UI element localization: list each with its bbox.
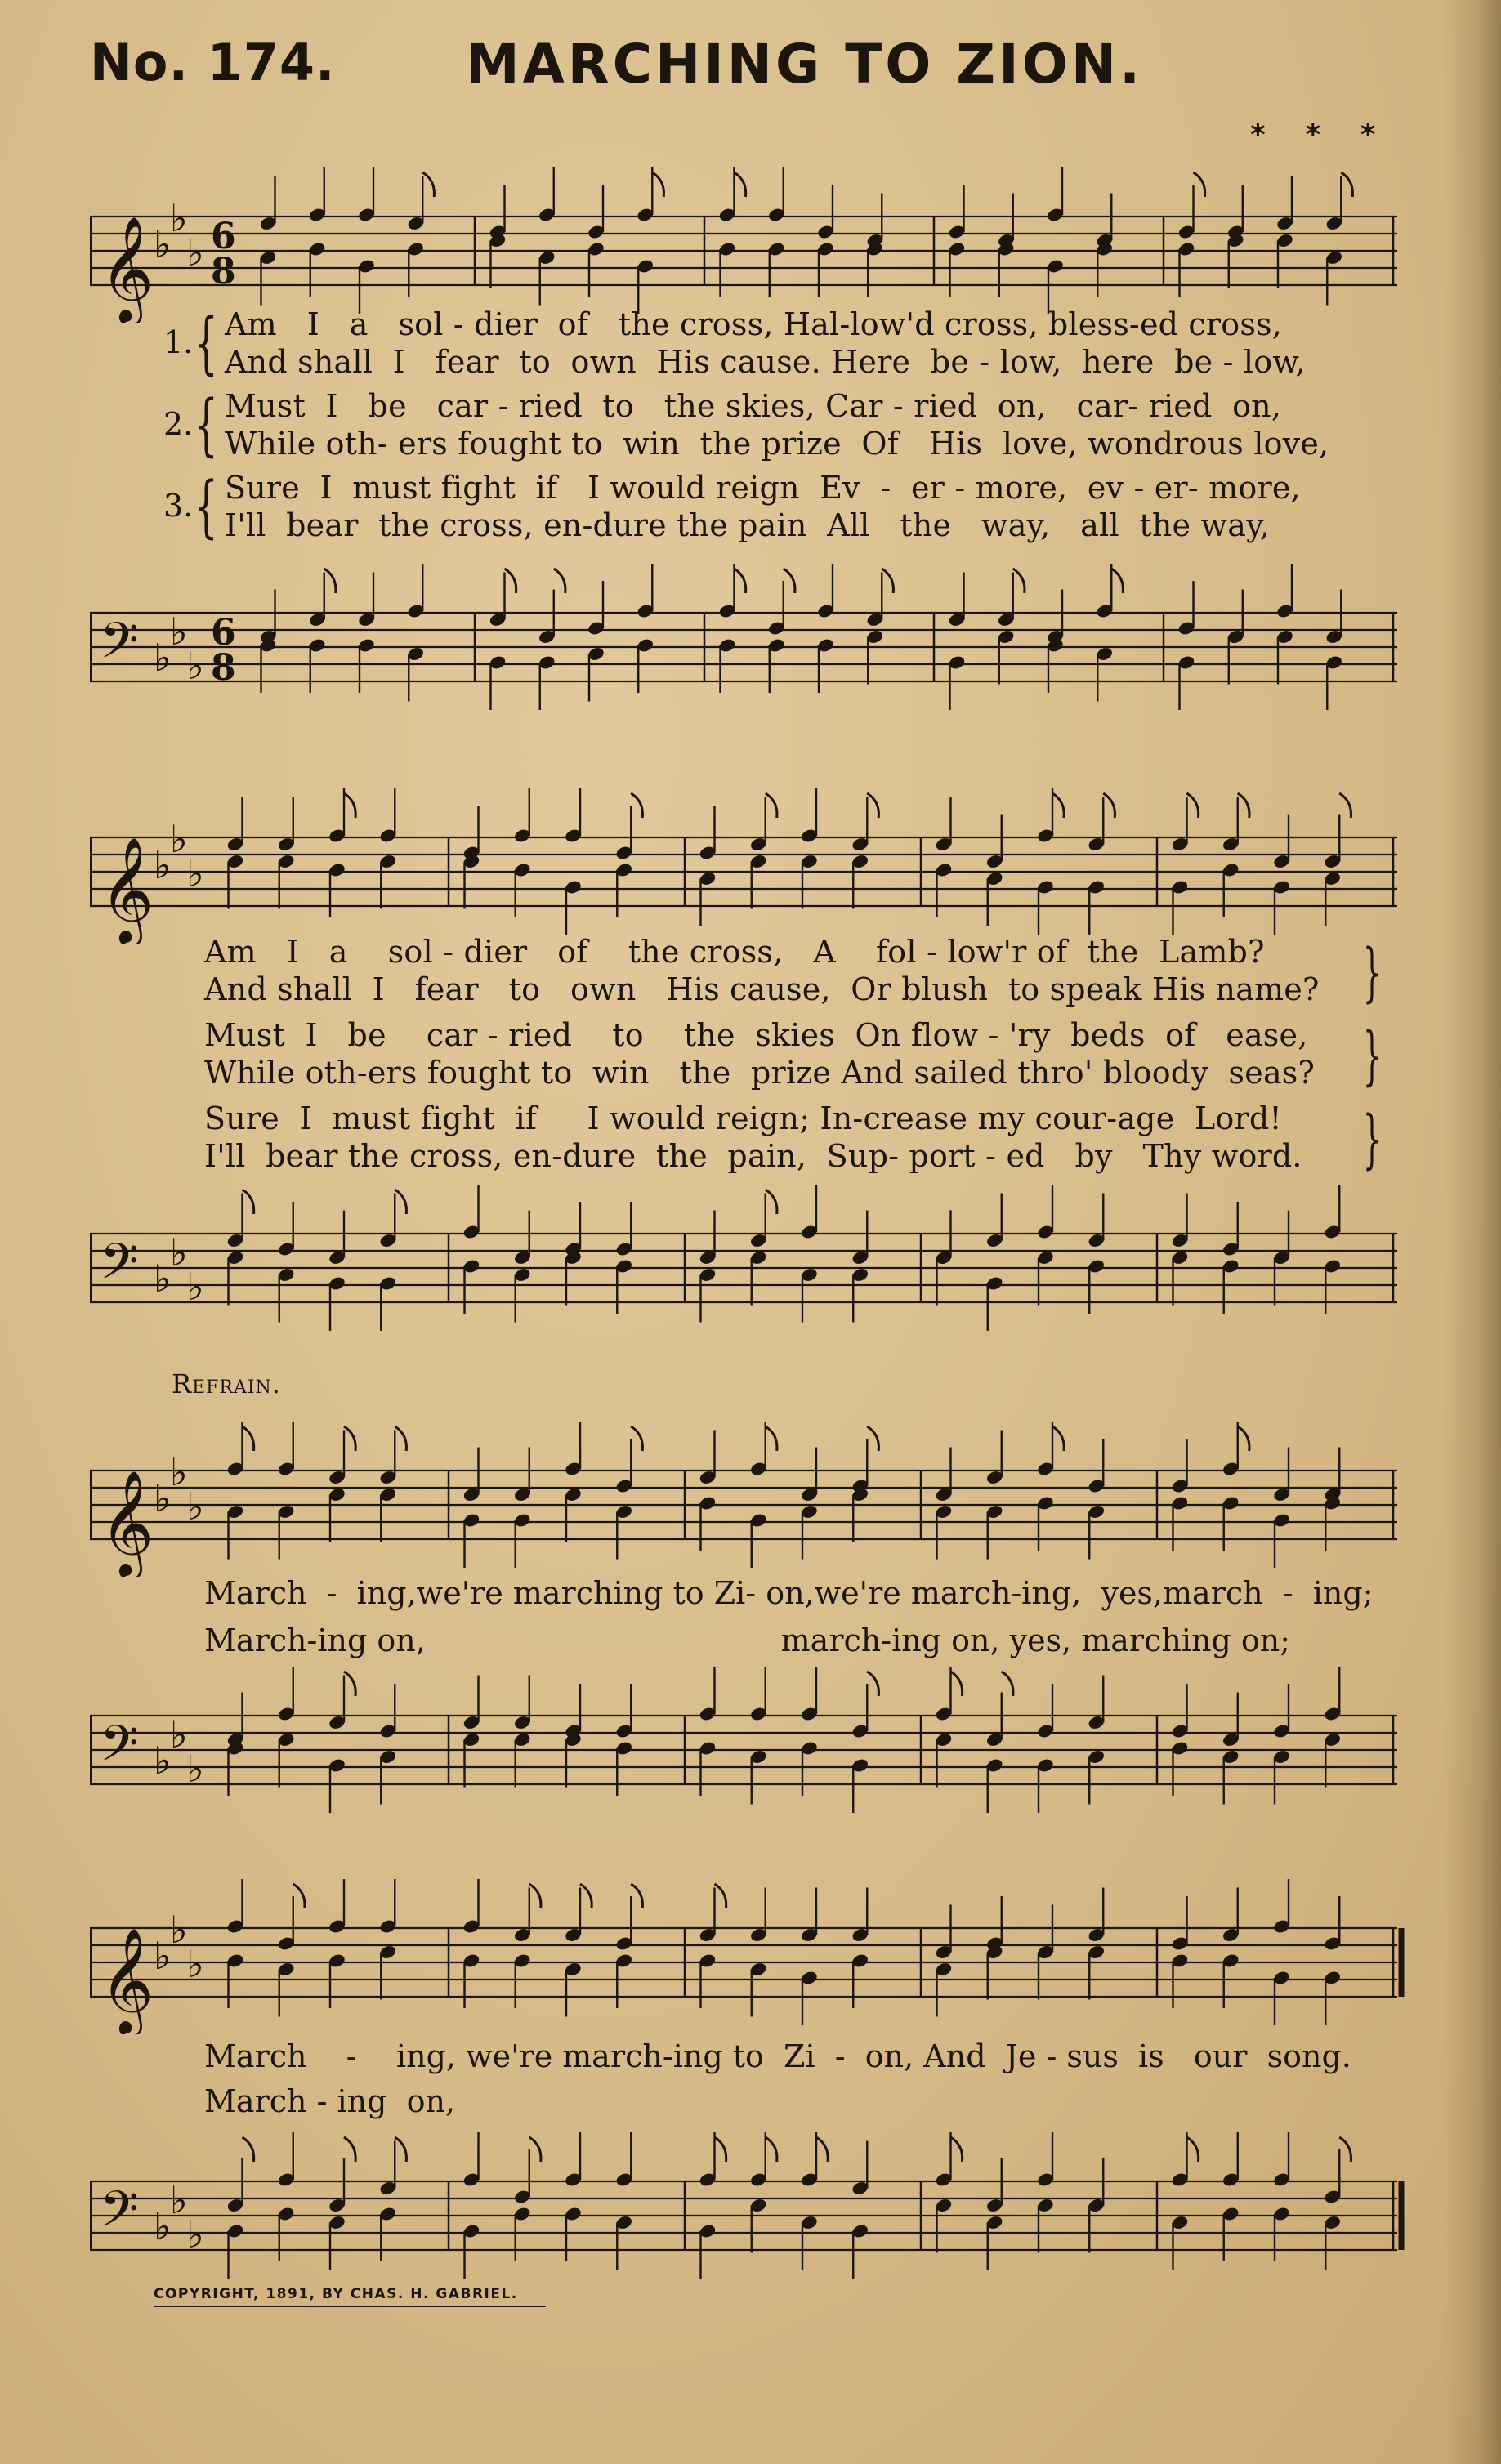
note-flag — [652, 172, 663, 197]
bass-staff-1 — [90, 556, 1414, 719]
note-flag — [715, 2137, 726, 2162]
note-flag — [529, 2137, 541, 2162]
note-flag — [395, 1190, 406, 1214]
time-signature-bottom: 8 — [211, 251, 236, 292]
note-flag — [1187, 2137, 1199, 2162]
note-flag — [1339, 2137, 1351, 2162]
flat-icon: ♭ — [170, 1908, 188, 1952]
note-flag — [816, 2137, 828, 2162]
note-flag — [344, 1426, 355, 1451]
copyright-underline — [154, 2306, 546, 2307]
bass-staff-3 — [90, 1658, 1414, 1822]
flat-icon: ♭ — [170, 2178, 188, 2222]
verse-1-cont — [90, 934, 1414, 1016]
note-flag — [867, 1672, 878, 1696]
note-flag — [867, 793, 878, 818]
refrain-lyric-bottom: March - ing on, — [204, 2083, 456, 2119]
lyric-brace: { — [194, 305, 218, 382]
note-flag — [867, 1426, 878, 1451]
music-system-3 — [90, 1413, 1414, 1822]
lyric-brace: { — [194, 386, 218, 464]
note-flag — [1013, 569, 1025, 593]
bass-clef-icon: 𝄢 — [100, 1233, 139, 1303]
note-flag — [580, 1884, 592, 1908]
lyric-line: Sure I must fight if I would reign; In-crease my cour-age Lord! — [204, 1100, 1282, 1136]
note-flag — [766, 793, 777, 818]
lyric-line: And shall I fear to own His cause. Here be - low, here be - low, — [225, 344, 1306, 380]
note-flag — [505, 569, 516, 593]
note-flag — [631, 1884, 642, 1908]
flat-icon: ♭ — [154, 1934, 172, 1978]
time-signature-top: 6 — [211, 612, 236, 654]
note-flag — [784, 569, 795, 593]
note-flag — [395, 2137, 406, 2162]
lyric-line: While oth- ers fought to win the prize Of His love, wondrous love, — [225, 426, 1329, 462]
lyric-line: Am I a sol - dier of the cross, Hal-low'd cross, bless-ed cross, — [225, 306, 1283, 342]
treble-staff-1 — [90, 159, 1414, 323]
lyric-brace: } — [1363, 1103, 1382, 1176]
hymn-number: No. 174. — [90, 33, 336, 92]
flat-icon: ♭ — [186, 1942, 204, 1986]
flat-icon: ♭ — [170, 1450, 188, 1494]
note-flag — [243, 1190, 254, 1214]
verse-1 — [90, 306, 1414, 388]
note-flag — [243, 2137, 254, 2162]
lyric-line: I'll bear the cross, en-dure the pain, Sup- port - ed by Thy word. — [204, 1138, 1302, 1174]
note-flag — [344, 1672, 355, 1696]
refrain-label: Refrain. — [172, 1368, 281, 1399]
note-flag — [422, 172, 434, 197]
flat-icon: ♭ — [154, 1476, 172, 1520]
lyric-line: Sure I must fight if I would reign Ev - er - more, ev - er- more, — [225, 470, 1301, 506]
treble-staff-3 — [90, 1413, 1414, 1577]
flat-icon: ♭ — [154, 222, 172, 266]
hymn-header — [90, 33, 1430, 106]
note-flag — [1187, 793, 1199, 818]
copyright-notice: COPYRIGHT, 1891, BY CHAS. H. GABRIEL. — [154, 2286, 518, 2302]
verse-3-cont — [90, 1100, 1414, 1182]
note-flag — [735, 569, 746, 593]
note-flag — [715, 1884, 726, 1908]
treble-clef-icon: 𝄞 — [100, 216, 154, 322]
note-flag — [631, 793, 642, 818]
verse-number: 2. — [163, 406, 194, 442]
note-flag — [395, 1426, 406, 1451]
note-flag — [951, 1672, 963, 1696]
note-flag — [1052, 1426, 1064, 1451]
note-flag — [293, 1884, 305, 1908]
page-edge-shadow — [1444, 0, 1501, 2464]
note-flag — [631, 1426, 642, 1451]
lyric-brace: } — [1363, 936, 1382, 1010]
note-flag — [529, 1884, 541, 1908]
treble-staff-4 — [90, 1871, 1414, 2034]
verse-number: 1. — [163, 324, 194, 360]
refrain-lyric-top: March - ing, we're march-ing to Zi - on, And Je - sus is our song. — [204, 2038, 1351, 2074]
music-system-1 — [90, 159, 1414, 723]
note-flag — [1002, 1672, 1013, 1696]
note-flag — [951, 2137, 963, 2162]
treble-clef-icon: 𝄞 — [100, 837, 154, 943]
flat-icon: ♭ — [170, 1230, 188, 1274]
flat-icon: ♭ — [154, 1257, 172, 1301]
lyric-line: Must I be car - ried to the skies On flow - 'ry beds of ease, — [204, 1017, 1308, 1053]
treble-clef-icon: 𝄞 — [100, 1470, 154, 1576]
music-system-2 — [90, 780, 1414, 1344]
flat-icon: ♭ — [186, 851, 204, 895]
treble-staff-2 — [90, 780, 1414, 944]
flat-icon: ♭ — [186, 1747, 204, 1791]
note-flag — [766, 1426, 777, 1451]
note-flag — [1194, 172, 1205, 197]
note-flag — [1103, 793, 1115, 818]
note-flag — [1052, 793, 1064, 818]
note-flag — [766, 1190, 777, 1214]
refrain-lyric-top: March - ing,we're marching to Zi- on,we're march-ing, yes,march - ing; — [204, 1575, 1374, 1611]
music-system-4 — [90, 1871, 1414, 2279]
note-flag — [766, 2137, 777, 2162]
note-flag — [344, 2137, 355, 2162]
lyric-brace: { — [194, 468, 218, 546]
note-flag — [324, 569, 336, 593]
bass-clef-icon: 𝄢 — [100, 2181, 139, 2251]
note-flag — [1341, 172, 1352, 197]
lyric-line: Must I be car - ried to the skies, Car - ried on, car- ried on, — [225, 388, 1282, 424]
flat-icon: ♭ — [186, 1484, 204, 1529]
bass-clef-icon: 𝄢 — [100, 1715, 139, 1785]
note-flag — [1238, 793, 1249, 818]
flat-icon: ♭ — [170, 1712, 188, 1756]
note-flag — [735, 172, 746, 197]
bass-staff-4 — [90, 2124, 1414, 2288]
flat-icon: ♭ — [170, 817, 188, 861]
flat-icon: ♭ — [186, 1265, 204, 1309]
note-flag — [344, 793, 355, 818]
flat-icon: ♭ — [154, 1739, 172, 1783]
note-flag — [554, 569, 565, 593]
lyric-line: And shall I fear to own His cause, Or blush to speak His name? — [204, 971, 1320, 1007]
note-flag — [243, 1426, 254, 1451]
lyric-line: While oth-ers fought to win the prize And sailed thro' bloody seas? — [204, 1055, 1316, 1091]
flat-icon: ♭ — [186, 644, 204, 688]
note-flag — [1111, 569, 1123, 593]
verse-3 — [90, 470, 1414, 551]
flat-icon: ♭ — [186, 230, 204, 275]
flat-icon: ♭ — [154, 843, 172, 887]
verse-2-cont — [90, 1017, 1414, 1099]
flat-icon: ♭ — [154, 2204, 172, 2248]
time-signature-bottom: 8 — [211, 647, 236, 689]
note-flag — [882, 569, 893, 593]
flat-icon: ♭ — [154, 636, 172, 680]
hymn-title: MARCHING TO ZION. — [466, 33, 1144, 96]
flat-icon: ♭ — [170, 196, 188, 240]
bass-clef-icon: 𝄢 — [100, 612, 139, 682]
lyric-brace: } — [1363, 1020, 1382, 1093]
flat-icon: ♭ — [170, 609, 188, 654]
time-signature-top: 6 — [211, 216, 236, 257]
refrain-lyric-bottom: March-ing on, march-ing on, yes, marching on; — [204, 1623, 1291, 1658]
lyric-line: I'll bear the cross, en-dure the pain All the way, all the way, — [225, 507, 1271, 543]
note-flag — [1238, 1426, 1249, 1451]
verse-number: 3. — [163, 488, 194, 524]
treble-clef-icon: 𝄞 — [100, 1927, 154, 2033]
lyric-line: Am I a sol - dier of the cross, A fol - low'r of the Lamb? — [204, 934, 1265, 970]
note-flag — [1339, 793, 1351, 818]
bass-staff-2 — [90, 1176, 1414, 1340]
tempo-mark: * * * — [1250, 118, 1391, 152]
flat-icon: ♭ — [186, 2212, 204, 2256]
verse-2 — [90, 388, 1414, 470]
